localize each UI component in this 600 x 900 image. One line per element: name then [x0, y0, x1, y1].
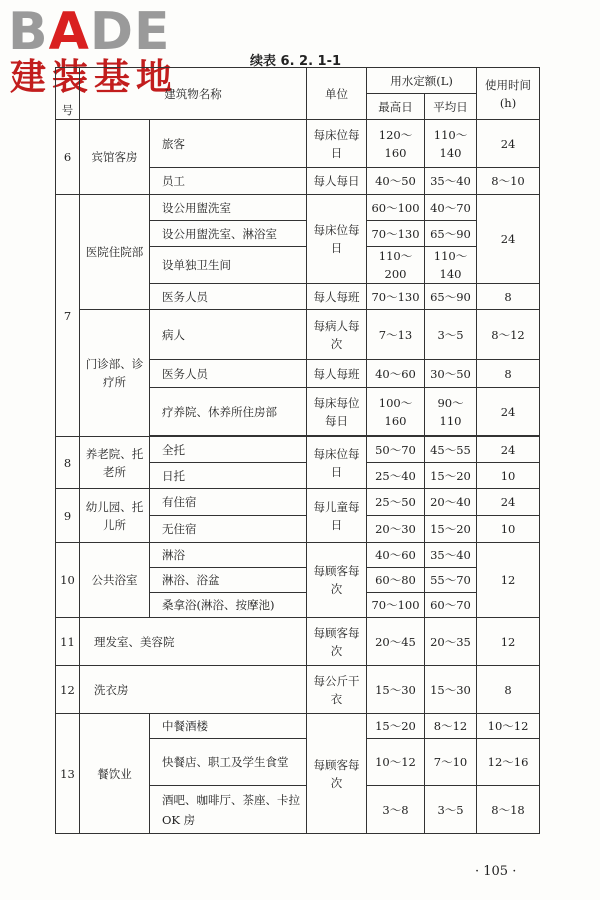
row-avg: 7～10 [425, 739, 477, 786]
row-max: 20～45 [367, 618, 425, 666]
row-name: 员工 [150, 168, 307, 195]
row-name: 淋浴、浴盆 [150, 568, 307, 593]
header-max: 最高日 [367, 94, 425, 120]
row-avg: 110～140 [425, 120, 477, 168]
logo-word: BADE [8, 2, 171, 62]
row-unit: 每人每班 [307, 284, 367, 310]
row-avg: 45～55 [425, 437, 477, 463]
row-hours: 10 [477, 516, 540, 543]
row-no: 9 [56, 489, 80, 543]
row-unit: 每床位每日 [307, 437, 367, 489]
header-quota: 用水定额(L) [367, 68, 477, 94]
row-avg: 20～35 [425, 618, 477, 666]
table-row [56, 714, 540, 739]
row-unit: 每人每班 [307, 360, 367, 388]
row-hours: 24 [477, 120, 540, 168]
row-name: 医务人员 [150, 284, 307, 310]
table-row [56, 120, 540, 168]
row-avg: 15～20 [425, 463, 477, 489]
row-category: 宾馆客房 [80, 120, 150, 195]
row-unit: 每床位每日 [307, 195, 367, 284]
row-max: 15～20 [367, 714, 425, 739]
water-quota-table [55, 67, 540, 834]
row-name: 设公用盥洗室、淋浴室 [150, 221, 307, 247]
row-unit: 每床每位每日 [307, 388, 367, 436]
row-hours: 8 [477, 284, 540, 310]
row-category: 餐饮业 [80, 714, 150, 834]
row-category: 门诊部、诊疗所 [80, 310, 150, 437]
row-no: 13 [56, 714, 80, 834]
row-category: 医院住院部 [80, 195, 150, 310]
row-no: 7 [56, 195, 80, 437]
row-max: 3～8 [367, 786, 425, 834]
row-unit: 每顾客每次 [307, 618, 367, 666]
row-avg: 65～90 [425, 221, 477, 247]
row-max: 25～50 [367, 489, 425, 516]
row-hours: 10 [477, 463, 540, 489]
row-hours: 12 [477, 543, 540, 618]
row-avg: 8～12 [425, 714, 477, 739]
row-max: 110～200 [367, 247, 425, 284]
row-max: 120～160 [367, 120, 425, 168]
row-max: 7～13 [367, 310, 425, 360]
row-avg: 20～40 [425, 489, 477, 516]
header-no: 号 [56, 68, 80, 120]
row-max: 60～80 [367, 568, 425, 593]
row-hours: 12 [477, 618, 540, 666]
row-name: 全托 [150, 437, 307, 463]
row-hours: 24 [477, 388, 540, 436]
table-row [56, 437, 540, 463]
row-category: 洗衣房 [80, 666, 307, 714]
row-hours: 8 [477, 360, 540, 388]
row-hours: 10～12 [477, 714, 540, 739]
row-hours: 24 [477, 437, 540, 463]
row-name: 旅客 [150, 120, 307, 168]
header-unit: 单位 [307, 68, 367, 120]
table-row [56, 543, 540, 568]
row-no: 6 [56, 120, 80, 195]
row-hours: 24 [477, 489, 540, 516]
header-avg: 平均日 [425, 94, 477, 120]
row-avg: 40～70 [425, 195, 477, 221]
header-hours: 使用时间(h) [477, 68, 540, 120]
row-max: 10～12 [367, 739, 425, 786]
row-unit: 每床位每日 [307, 120, 367, 168]
row-name: 日托 [150, 463, 307, 489]
row-name: 疗养院、休养所住房部 [150, 388, 307, 436]
row-max: 70～130 [367, 284, 425, 310]
row-avg: 3～5 [425, 786, 477, 834]
row-name: 酒吧、咖啡厅、茶座、卡拉 OK 房 [150, 786, 307, 834]
header-name: 建筑物名称 [80, 68, 307, 120]
row-no: 11 [56, 618, 80, 666]
row-name: 中餐酒楼 [150, 714, 307, 739]
row-avg: 35～40 [425, 168, 477, 195]
row-avg: 90～110 [425, 388, 477, 436]
row-avg: 15～30 [425, 666, 477, 714]
row-max: 25～40 [367, 463, 425, 489]
row-hours: 8 [477, 666, 540, 714]
row-max: 50～70 [367, 437, 425, 463]
row-no: 12 [56, 666, 80, 714]
row-name: 淋浴 [150, 543, 307, 568]
row-avg: 30～50 [425, 360, 477, 388]
row-avg: 60～70 [425, 593, 477, 618]
row-max: 70～130 [367, 221, 425, 247]
row-avg: 3～5 [425, 310, 477, 360]
row-avg: 35～40 [425, 543, 477, 568]
row-category: 公共浴室 [80, 543, 150, 618]
row-hours: 8～10 [477, 168, 540, 195]
row-max: 40～50 [367, 168, 425, 195]
row-unit: 每顾客每次 [307, 714, 367, 834]
row-max: 100～160 [367, 388, 425, 436]
row-avg: 110～140 [425, 247, 477, 284]
row-max: 60～100 [367, 195, 425, 221]
row-max: 40～60 [367, 543, 425, 568]
row-unit: 每人每日 [307, 168, 367, 195]
header-row [56, 68, 540, 94]
row-max: 70～100 [367, 593, 425, 618]
row-unit: 每公斤干衣 [307, 666, 367, 714]
row-unit: 每顾客每次 [307, 543, 367, 618]
row-avg: 15～20 [425, 516, 477, 543]
row-category: 养老院、托老所 [80, 437, 150, 489]
row-unit: 每儿童每日 [307, 489, 367, 543]
logo-cn: 建装基地 [10, 57, 179, 98]
row-hours: 12～16 [477, 739, 540, 786]
row-name: 有住宿 [150, 489, 307, 516]
row-no: 8 [56, 437, 80, 489]
row-hours: 24 [477, 195, 540, 284]
row-name: 设单独卫生间 [150, 247, 307, 284]
row-category: 幼儿园、托儿所 [80, 489, 150, 543]
table-row [56, 666, 540, 714]
table-row [56, 195, 540, 221]
table-row [56, 489, 540, 516]
table-caption: 续表 6. 2. 1-1 [250, 54, 342, 69]
row-name: 桑拿浴(淋浴、按摩池) [150, 593, 307, 618]
row-avg: 55～70 [425, 568, 477, 593]
row-max: 40～60 [367, 360, 425, 388]
row-hours: 8～12 [477, 310, 540, 360]
row-name: 病人 [150, 310, 307, 360]
row-name: 快餐店、职工及学生食堂 [150, 739, 307, 786]
row-max: 15～30 [367, 666, 425, 714]
row-category: 理发室、美容院 [80, 618, 307, 666]
row-unit: 每病人每次 [307, 310, 367, 360]
row-name: 无住宿 [150, 516, 307, 543]
row-no: 10 [56, 543, 80, 618]
row-name: 设公用盥洗室 [150, 195, 307, 221]
page-number: · 105 · [475, 864, 517, 879]
table-row [56, 618, 540, 666]
row-hours: 8～18 [477, 786, 540, 834]
row-max: 20～30 [367, 516, 425, 543]
row-name: 医务人员 [150, 360, 307, 388]
row-avg: 65～90 [425, 284, 477, 310]
table-row [56, 310, 540, 360]
